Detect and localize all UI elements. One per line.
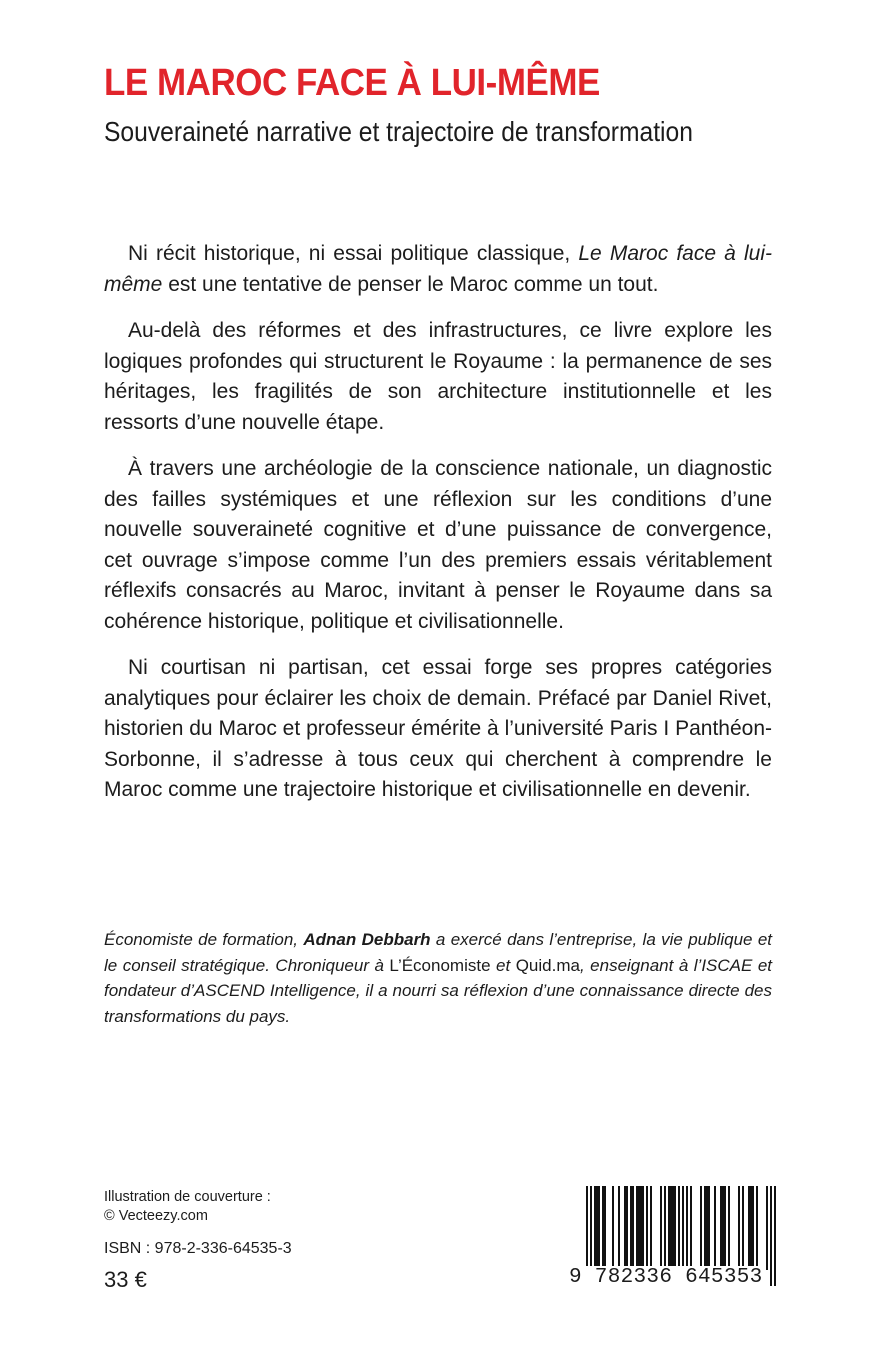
blurb bbox=[104, 239, 772, 822]
barcode-bar bbox=[638, 1186, 640, 1270]
barcode-bar bbox=[612, 1186, 614, 1270]
barcode-bar bbox=[756, 1186, 758, 1270]
barcode-bar bbox=[660, 1186, 662, 1270]
bio-part-2: a exercé dans l’entreprise, la vie publique et le conseil stratégique. Chroniqueur à bbox=[104, 930, 773, 975]
bio-outlet-1: L’Économiste bbox=[389, 955, 491, 975]
barcode-bar bbox=[630, 1186, 632, 1270]
barcode-bar bbox=[750, 1186, 752, 1270]
barcode-bar bbox=[640, 1186, 642, 1270]
bio-part-4: , enseignant à l’ISCAE et fondateur d’ASCEND Intelligence, il a nourri sa réflexion d’une connaissance directe des transformations du pays. bbox=[104, 955, 772, 1026]
blurb-p1-start: Ni récit historique, ni essai politique classique, bbox=[128, 242, 579, 265]
blurb-p1-book-title: Le Maroc face à lui-même bbox=[104, 242, 772, 296]
barcode-bar bbox=[714, 1186, 716, 1270]
blurb-paragraph-3: À travers une archéologie de la conscience nationale, un diagnostic des failles systémiques et une réflexion sur les conditions d’une nouvelle souveraineté cognitive et d’une puissance de convergence, cet ouvrage s’impose comme l’un des premiers essais véritablement réflexifs consacrés au Maroc, invitant à penser le Royaume dans sa cohérence historique, politique et civilisationnelle. bbox=[104, 457, 772, 633]
barcode-bar bbox=[604, 1186, 606, 1270]
barcode-bar bbox=[722, 1186, 724, 1270]
blurb-paragraph-2: Au-delà des réformes et des infrastructures, ce livre explore les logiques profondes qui structurent le Royaume : la permanence de ses héritages, les fragilités de son architecture institutionnelle et les ressorts d’une nouvelle étape. bbox=[104, 319, 772, 434]
barcode-bar bbox=[664, 1186, 666, 1270]
barcode-bar bbox=[646, 1186, 648, 1270]
barcode-bar bbox=[624, 1186, 626, 1270]
barcode-bar bbox=[686, 1186, 688, 1270]
barcode-bar bbox=[706, 1186, 708, 1270]
bio-part-1: Économiste de formation, bbox=[104, 930, 304, 949]
author-name: Adnan Debbarh bbox=[303, 930, 431, 949]
blurb-paragraph-1 bbox=[104, 239, 772, 300]
barcode-digits-text: 9 782336 645353 bbox=[569, 1266, 763, 1289]
barcode-bar bbox=[642, 1186, 644, 1270]
blurb-p1-end: est une tentative de penser le Maroc comme un tout. bbox=[162, 272, 659, 296]
barcode-digits bbox=[568, 1266, 780, 1289]
barcode-bar bbox=[618, 1186, 620, 1270]
barcode-bar bbox=[738, 1186, 740, 1270]
bio-part-3: et bbox=[490, 955, 516, 975]
barcode-bar bbox=[728, 1186, 730, 1270]
bio-outlet-2: Quid.ma bbox=[515, 955, 580, 975]
barcode-bar bbox=[596, 1186, 598, 1270]
isbn: ISBN : 978-2-336-64535-3 bbox=[104, 1240, 292, 1257]
barcode-bar bbox=[766, 1186, 768, 1270]
book-title: LE MAROC FACE À LUI-MÊME bbox=[104, 62, 600, 104]
barcode-bar bbox=[668, 1186, 670, 1270]
barcode-bar bbox=[752, 1186, 754, 1270]
barcode-bar bbox=[748, 1186, 750, 1270]
barcode-bar bbox=[742, 1186, 744, 1270]
barcode-bar bbox=[700, 1186, 702, 1270]
barcode-bar bbox=[598, 1186, 600, 1270]
barcode-bar bbox=[708, 1186, 710, 1270]
barcode-bar bbox=[690, 1186, 692, 1270]
blurb-paragraph-4: Ni courtisan ni partisan, cet essai forge ses propres catégories analytiques pour éclairer les choix de demain. Préfacé par Daniel Rivet, historien du Maroc et professeur émérite à l’université Paris I Panthéon-Sorbonne, il s’adresse à tous ceux qui cherchent à comprendre le Maroc comme une trajectoire historique et civilisationnelle en devenir. bbox=[104, 656, 772, 801]
barcode-bar bbox=[636, 1186, 638, 1270]
price: 33 € bbox=[104, 1267, 147, 1292]
barcode-bar bbox=[704, 1186, 706, 1270]
illustration-source: © Vecteezy.com bbox=[104, 1208, 208, 1224]
barcode-bar bbox=[674, 1186, 676, 1270]
illustration-label: Illustration de couverture : bbox=[104, 1189, 271, 1205]
barcode-bar bbox=[632, 1186, 634, 1270]
barcode-bar bbox=[602, 1186, 604, 1270]
barcode-bar bbox=[672, 1186, 674, 1270]
author-bio bbox=[104, 927, 772, 1029]
book-subtitle: Souveraineté narrative et trajectoire de transformation bbox=[104, 116, 693, 147]
barcode-bar bbox=[720, 1186, 722, 1270]
barcode-bar bbox=[650, 1186, 652, 1270]
barcode-bar bbox=[724, 1186, 726, 1270]
illustration-credit bbox=[104, 1188, 271, 1226]
barcode-bar bbox=[670, 1186, 672, 1270]
barcode-bar bbox=[626, 1186, 628, 1270]
barcode-bar bbox=[594, 1186, 596, 1270]
